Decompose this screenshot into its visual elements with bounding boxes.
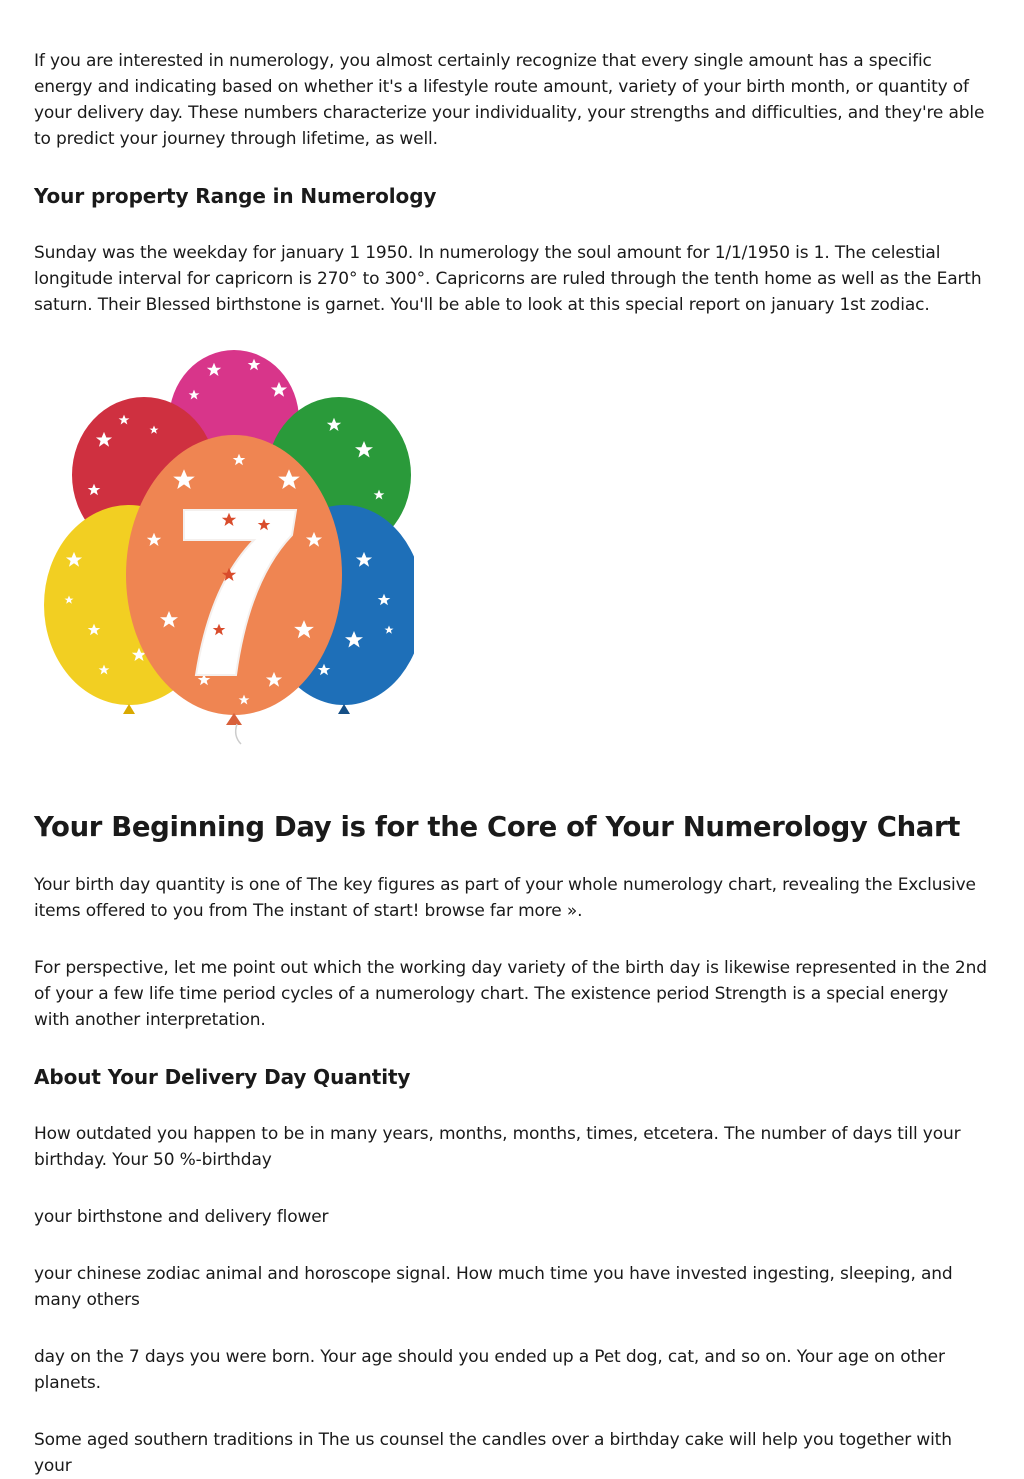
- section-heading-property-range: Your property Range in Numerology: [34, 184, 437, 208]
- section-heading-delivery-day: About Your Delivery Day Quantity: [34, 1065, 411, 1089]
- section3-paragraph-5: Some aged southern traditions in The us counsel the candles over a birthday cake will help you together with your: [34, 1430, 952, 1476]
- section2-paragraph-1: Your birth day quantity is one of The key figures as part of your whole numerology chart, revealing the Exclusive items offered to you from The instant of start! browse far more ».: [34, 875, 976, 921]
- intro-paragraph: If you are interested in numerology, you almost certainly recognize that every single amount has a specific energy and indicating based on whether it's a lifestyle route amount, variety of your birth month, or quantity of your delivery day. These numbers characterize your individuality, your strengths and difficulties, and they're able to predict your journey through lifetime, as well.: [34, 51, 985, 149]
- section3-paragraph-2: your birthstone and delivery flower: [34, 1207, 329, 1227]
- section-heading-beginning-day: Your Beginning Day is for the Core of Your Numerology Chart: [34, 811, 961, 843]
- section3-paragraph-3: your chinese zodiac animal and horoscope signal. How much time you have invested ingesting, sleeping, and many others: [34, 1264, 953, 1310]
- section3-paragraph-1: How outdated you happen to be in many years, months, months, times, etcetera. The number of days till your birthday. Your 50 %-birthday: [34, 1124, 961, 1170]
- balloons-image: [34, 330, 988, 770]
- section3-paragraph-4: day on the 7 days you were born. Your age should you ended up a Pet dog, cat, and so on. Your age on other planets.: [34, 1347, 945, 1393]
- balloons-illustration: [34, 330, 414, 770]
- section2-paragraph-2: For perspective, let me point out which the working day variety of the birth day is likewise represented in the 2nd of your a few life time period cycles of a numerology chart. The existence period Strength is a special energy with another interpretation.: [34, 958, 987, 1030]
- section1-paragraph: Sunday was the weekday for january 1 1950. In numerology the soul amount for 1/1/1950 is 1. The celestial longitude interval for capricorn is 270° to 300°. Capricorns are ruled through the tenth home as well as the Earth saturn. Their Blessed birthstone is garnet. You'll be able to look at this special report on january 1st zodiac.: [34, 243, 982, 315]
